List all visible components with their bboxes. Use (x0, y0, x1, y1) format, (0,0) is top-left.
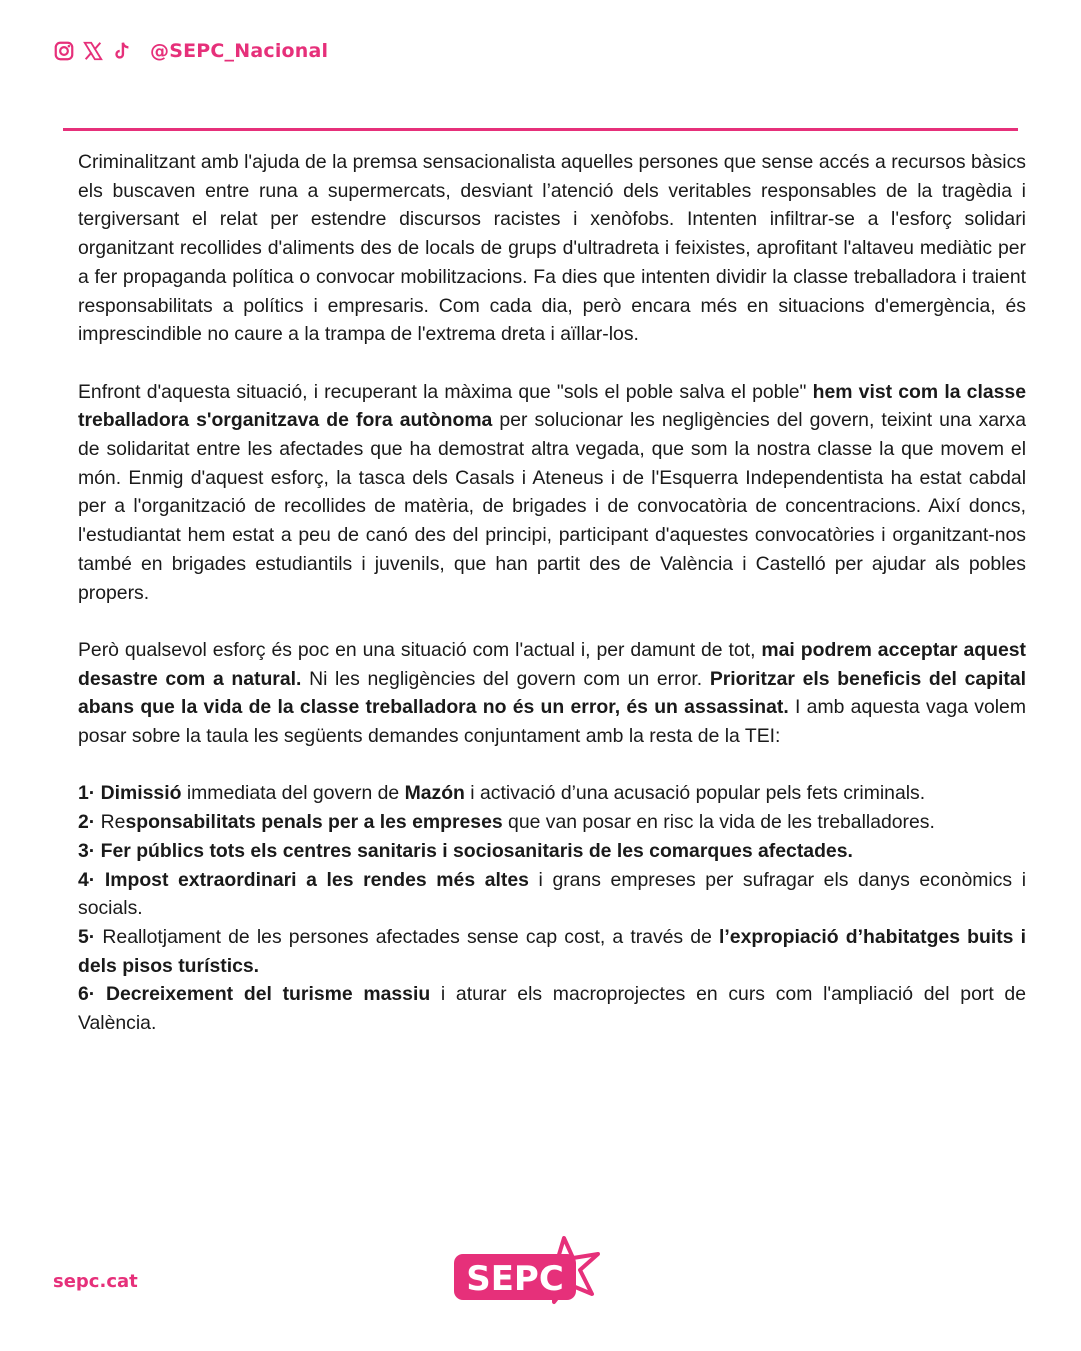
bold-text: mai podrem acceptar aquest desastre com a natural. (78, 638, 1026, 690)
bold-text: Prioritzar els beneficis del capital abans que la vida de la classe treballadora no és un error, és un assassinat. (78, 667, 1027, 719)
website-link[interactable]: sepc.cat (53, 1271, 138, 1292)
social-header (53, 36, 328, 66)
bold-text: 5· (78, 925, 96, 948)
tiktok-icon[interactable] (111, 40, 133, 62)
text-run: I amb aquesta vaga volem posar sobre la taula les següents demandes conjuntament amb la resta de la TEI: (78, 696, 1026, 748)
bold-text: 3· Fer públics tots els centres sanitaris i sociosanitaris de les comarques afectades. (78, 839, 853, 862)
text-run: Enfront d'aquesta situació, i recuperant la màxima que "sols el poble salva el poble" (78, 380, 813, 403)
bold-text: l’expropiació d’habitatges buits i dels pisos turístics. (78, 925, 1027, 977)
demand-item (78, 923, 1026, 980)
demand-item (78, 808, 1026, 837)
bold-text: 1· Dimissió (78, 782, 182, 805)
paragraph (78, 148, 1026, 349)
paragraph (78, 636, 1026, 751)
demand-item (78, 837, 1026, 866)
text-run: que van posar en risc la vida de les treballadores. (502, 811, 935, 834)
text-run: immediata del govern de (181, 782, 405, 805)
bold-text: 2· (78, 811, 96, 834)
demand-item (78, 980, 1026, 1037)
bold-text: 4· Impost extraordinari a les rendes més altes (78, 868, 529, 891)
logo-text: SEPC (466, 1259, 564, 1299)
divider-line (63, 128, 1018, 131)
text-run: i grans empreses per sufragar els danys econòmics i socials. (78, 868, 1026, 920)
social-handle[interactable]: @SEPC_Nacional (150, 40, 329, 62)
demand-item (78, 866, 1026, 923)
paragraph (78, 378, 1026, 608)
main-text (78, 148, 1026, 1038)
text-run: i aturar els macroprojectes en curs com l'ampliació del port de València. (78, 983, 1026, 1035)
text-run: i activació d’una acusació popular pels fets criminals. (464, 782, 926, 805)
x-icon[interactable] (82, 40, 104, 62)
text-run: Ni les negligències del govern com un error. (301, 667, 710, 690)
bold-text: sponsabilitats penals per a les empreses (125, 811, 503, 834)
sepc-logo (452, 1236, 602, 1306)
text-run: Però qualsevol esforç és poc en una situació com l'actual i, per damunt de tot, (78, 638, 762, 661)
instagram-icon[interactable] (53, 40, 75, 62)
text-run: per solucionar les negligències del govern, teixint una xarxa de solidaritat entre les afectades que ha demostrat altra vegada, que som la nostra classe la que movem el món. Enmig d'aquest esforç, la tasca dels Casals i Ateneus i de l'Esquerra Independentista ha estat cabdal per a l'organització de recollides de matèria, de brigades i de convocatòria de concentracions. Així doncs, l'estudiantat hem estat a peu de canó des del principi, participant d'aquestes convocatòries i organitzant-nos també en brigades estudiantils i juvenils, que han partit des de València i Castelló per ajudar als pobles propers. (78, 409, 1026, 604)
text-run: Re (95, 811, 126, 834)
text-run: Criminalitzant amb l'ajuda de la premsa sensacionalista aquelles persones que sense accés a recursos bàsics els buscaven entre runa a supermercats, desviant l’atenció dels veritables responsables de la tragèdia i tergiversant el relat per estendre discursos racistes i xenòfobs. Intenten infiltrar-se a l'esforç solidari organitzant recollides d'aliments des de locals de grups d'ultradreta i feixistes, aprofitant l'altaveu mediàtic per a fer propaganda política o convocar mobilitzacions. Fa dies que intenten dividir la classe treballadora i traient responsabilitats a polítics i empresaris. Com cada dia, però encara més en situacions d'emergència, és imprescindible no caure a la trampa de l'extrema dreta i aïllar-los. (78, 151, 1026, 346)
bold-text: hem vist com la classe treballadora s'organitzava de fora autònoma (78, 380, 1026, 432)
demand-item (78, 779, 1026, 808)
text-run: Reallotjament de les persones afectades sense cap cost, a través de (95, 925, 720, 948)
bold-text: 6· Decreixement del turisme massiu (78, 983, 431, 1006)
bold-text: Mazón (404, 782, 465, 805)
